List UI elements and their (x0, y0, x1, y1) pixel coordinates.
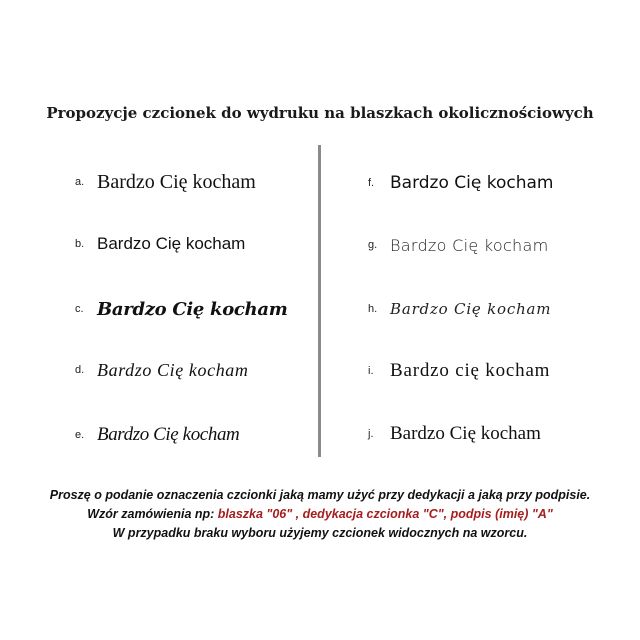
instruction-line-1: Proszę o podanie oznaczenia czcionki jaką mamy użyć przy dedykacji a jaką przy podpisie. (49, 488, 591, 502)
option-letter: a. (75, 176, 85, 188)
font-sample: Bardzo Cię kocham (97, 424, 240, 445)
font-option-d (75, 355, 249, 385)
option-letter: g. (368, 239, 378, 251)
order-instructions (0, 486, 640, 543)
font-option-g (368, 230, 548, 260)
font-sample: Bardzo Cię kocham (97, 298, 288, 320)
option-letter: c. (75, 303, 84, 315)
font-option-j (368, 419, 541, 449)
order-example-label: Wzór zamówienia np: (87, 507, 218, 521)
page-title: Propozycje czcionek do wydruku na blaszkach okolicznościowych (46, 104, 594, 122)
option-letter: d. (75, 364, 85, 376)
instruction-line-2 (0, 505, 640, 524)
column-divider (318, 145, 321, 457)
font-option-e (75, 420, 239, 450)
instruction-line-3: W przypadku braku wyboru użyjemy czcionek widocznych na wzorcu. (112, 526, 528, 540)
font-option-b (75, 229, 245, 259)
font-sample: Bardzo Cię kocham (97, 170, 256, 193)
option-letter: i. (368, 365, 374, 377)
option-letter: j. (368, 428, 374, 440)
font-option-i (368, 356, 550, 386)
option-letter: e. (75, 429, 85, 441)
font-sample: Bardzo cię kocham (390, 360, 551, 381)
font-sample: Bardzo Cię kocham (390, 173, 554, 193)
font-option-h (368, 294, 551, 324)
font-option-a (75, 167, 256, 197)
font-option-f (368, 168, 553, 198)
order-example: blaszka "06" , dedykacja czcionka "C", podpis (imię) "A" (217, 507, 553, 521)
font-sample: Bardzo Cię kocham (390, 235, 549, 255)
option-letter: b. (75, 238, 85, 250)
font-sample: Bardzo Cię kocham (97, 359, 249, 380)
font-option-c (75, 294, 287, 324)
font-sample: Bardzo Cię kocham (390, 423, 541, 444)
font-sample: Bardzo Cię kocham (97, 234, 246, 253)
option-letter: f. (368, 177, 375, 189)
option-letter: h. (368, 303, 378, 315)
font-sample: Bardzo Cię kocham (390, 300, 552, 318)
